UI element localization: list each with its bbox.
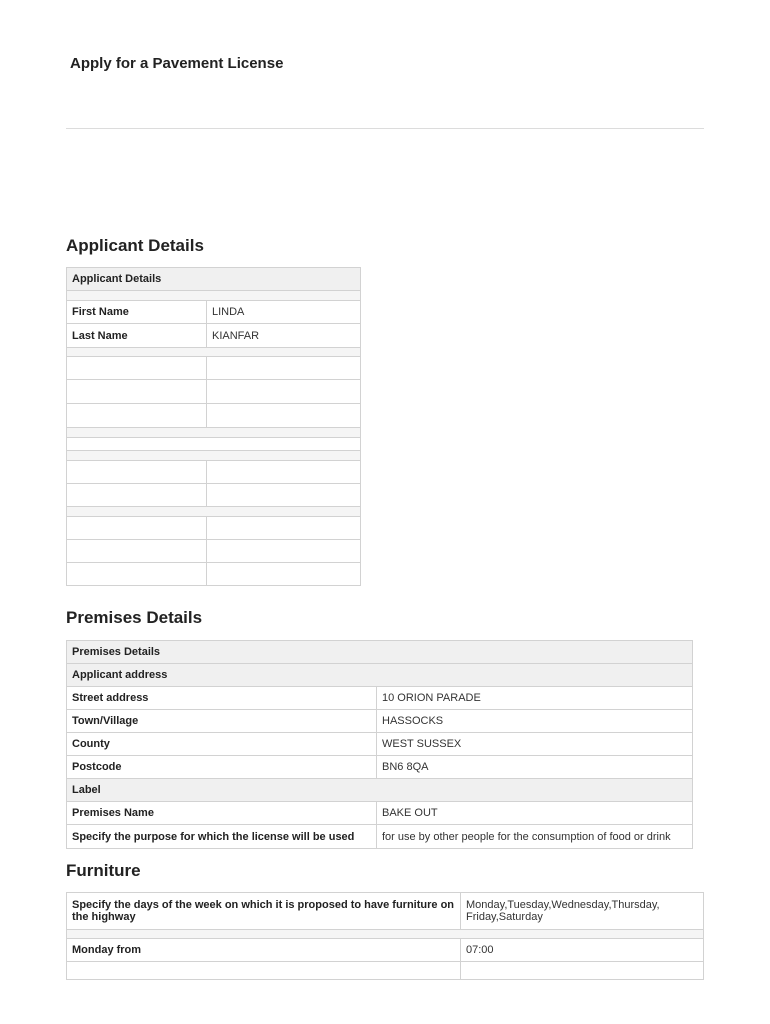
table-row [67, 939, 704, 962]
county-label: County [67, 733, 377, 756]
table-row [67, 756, 693, 779]
spacer-row [67, 428, 361, 438]
premises-details-table [66, 640, 693, 849]
street-address-label: Street address [67, 687, 377, 710]
empty-cell [207, 517, 361, 540]
empty-cell [461, 962, 704, 980]
table-row [67, 540, 361, 563]
premises-table-header: Premises Details [67, 641, 693, 664]
first-name-value: LINDA [207, 301, 361, 324]
postcode-value: BN6 8QA [377, 756, 693, 779]
spacer-row [67, 291, 361, 301]
table-row [67, 357, 361, 380]
table-row [67, 802, 693, 825]
postcode-label: Postcode [67, 756, 377, 779]
empty-cell [67, 380, 207, 404]
label-header: Label [67, 779, 693, 802]
applicant-details-table [66, 267, 361, 586]
table-header-row [67, 779, 693, 802]
empty-cell [67, 563, 207, 586]
table-row [67, 461, 361, 484]
spacer-row [67, 507, 361, 517]
table-row [67, 825, 693, 849]
empty-cell [207, 563, 361, 586]
empty-cell [207, 461, 361, 484]
table-header-row [67, 268, 361, 291]
empty-cell [67, 962, 461, 980]
monday-from-label: Monday from [67, 939, 461, 962]
empty-cell [67, 404, 207, 428]
applicant-details-heading: Applicant Details [66, 236, 204, 255]
header-divider [66, 128, 704, 129]
first-name-label: First Name [67, 301, 207, 324]
table-row [67, 324, 361, 348]
empty-cell [207, 404, 361, 428]
spacer-row [67, 930, 704, 939]
empty-cell [207, 380, 361, 404]
town-village-label: Town/Village [67, 710, 377, 733]
empty-cell [207, 540, 361, 563]
table-row [67, 380, 361, 404]
table-row [67, 893, 704, 930]
spacer-row [67, 451, 361, 461]
empty-cell [67, 484, 207, 507]
empty-cell [207, 484, 361, 507]
spacer-row [67, 348, 361, 357]
last-name-label: Last Name [67, 324, 207, 348]
applicant-table-header: Applicant Details [67, 268, 361, 291]
empty-cell [67, 461, 207, 484]
empty-row [67, 438, 361, 451]
table-row [67, 710, 693, 733]
purpose-value: for use by other people for the consumption of food or drink [377, 825, 693, 849]
furniture-days-value: Monday,Tuesday,Wednesday,Thursday, Friday,Saturday [461, 893, 704, 930]
premises-name-value: BAKE OUT [377, 802, 693, 825]
county-value: WEST SUSSEX [377, 733, 693, 756]
furniture-days-label: Specify the days of the week on which it is proposed to have furniture on the highway [67, 893, 461, 930]
table-header-row [67, 664, 693, 687]
table-row [67, 484, 361, 507]
empty-cell [67, 357, 207, 380]
table-row [67, 301, 361, 324]
applicant-address-header: Applicant address [67, 664, 693, 687]
monday-from-value: 07:00 [461, 939, 704, 962]
table-header-row [67, 641, 693, 664]
table-row [67, 563, 361, 586]
furniture-table [66, 892, 704, 980]
empty-cell [67, 517, 207, 540]
last-name-value: KIANFAR [207, 324, 361, 348]
furniture-heading: Furniture [66, 861, 141, 880]
table-row [67, 404, 361, 428]
empty-cell [67, 540, 207, 563]
empty-cell [207, 357, 361, 380]
table-row [67, 517, 361, 540]
purpose-label: Specify the purpose for which the license will be used [67, 825, 377, 849]
street-address-value: 10 ORION PARADE [377, 687, 693, 710]
premises-name-label: Premises Name [67, 802, 377, 825]
page-title: Apply for a Pavement License [70, 55, 284, 72]
town-village-value: HASSOCKS [377, 710, 693, 733]
table-row [67, 687, 693, 710]
premises-details-heading: Premises Details [66, 608, 203, 627]
table-row [67, 962, 704, 980]
table-row [67, 733, 693, 756]
